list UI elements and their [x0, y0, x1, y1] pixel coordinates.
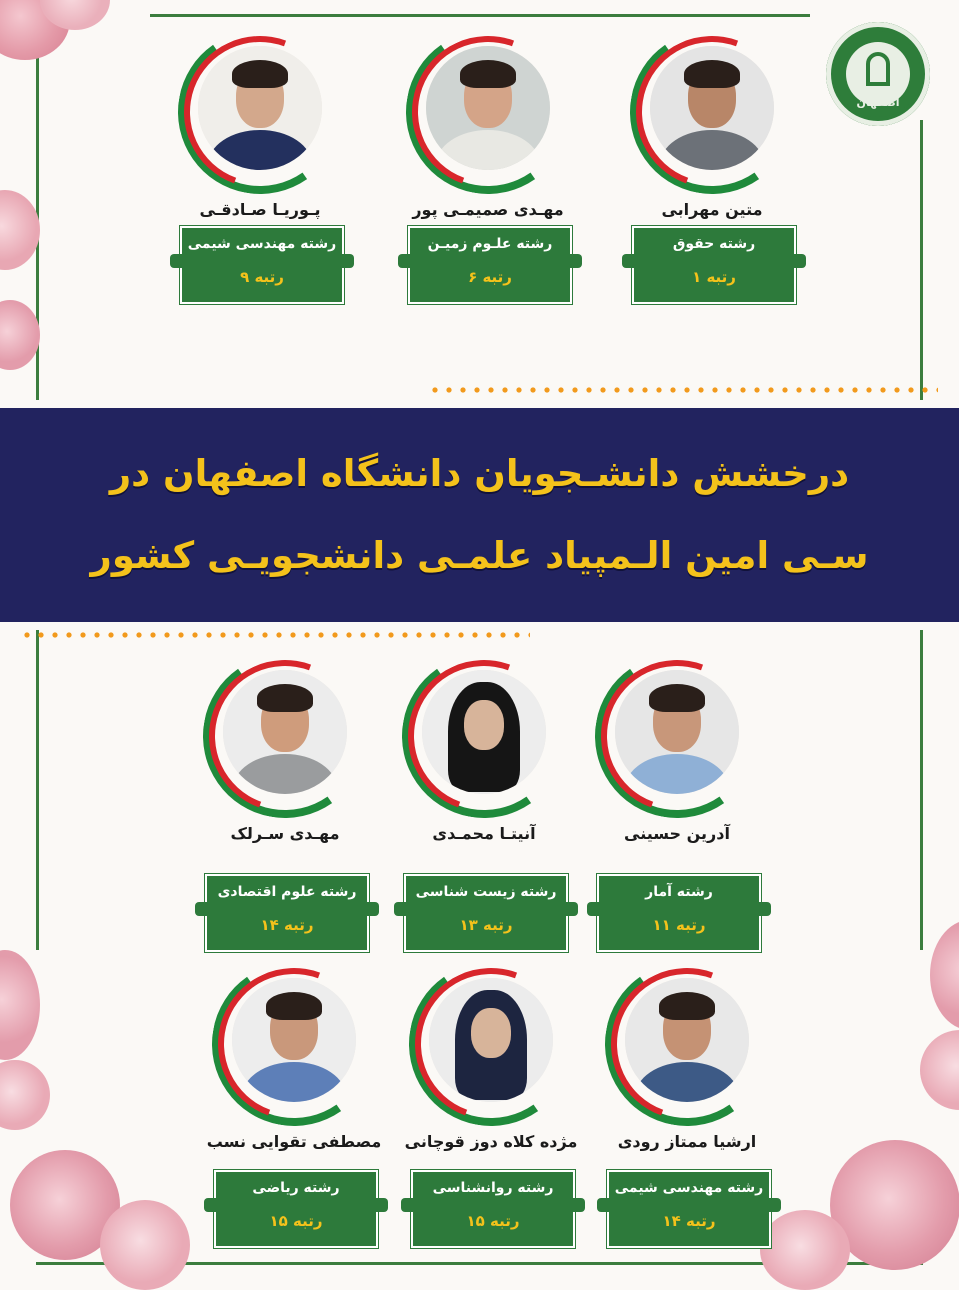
student-photo — [232, 978, 356, 1102]
student-rank: رتبه ۱۵ — [269, 1212, 323, 1230]
info-plate — [607, 1170, 771, 1248]
headline-line-1: درخشش دانشـجویان دانشگاه اصفهان در — [109, 452, 850, 495]
student-photo — [223, 670, 347, 794]
student-photo — [426, 46, 550, 170]
student-name: آدرین حسینی — [624, 824, 730, 843]
student-name: پـوریـا صـادقـی — [199, 200, 321, 219]
student-rank: رتبه ۱ — [692, 268, 736, 286]
student-name: ارشیا ممتاز رودی — [617, 1132, 757, 1151]
rose-decoration — [0, 950, 40, 1060]
info-plate — [205, 874, 369, 952]
student-field: رشته مهندسی شیمی — [187, 236, 337, 252]
rose-decoration — [0, 300, 40, 370]
student-field: رشته علـوم زمیـن — [427, 236, 553, 252]
student-rank: رتبه ۹ — [240, 268, 284, 286]
student-field: رشته زیست شناسی — [415, 884, 557, 900]
rose-decoration — [0, 190, 40, 270]
info-plate — [597, 874, 761, 952]
frame-line-top — [150, 14, 810, 17]
student-rank: رتبه ۱۳ — [459, 916, 513, 934]
info-plate — [411, 1170, 575, 1248]
frame-line-right-top — [920, 120, 923, 400]
info-plate — [180, 226, 344, 304]
frame-line-left-bottom — [36, 630, 39, 950]
student-name: مصطفی تقوایی نسب — [206, 1132, 382, 1151]
student-rank: رتبه ۱۱ — [652, 916, 706, 934]
student-photo — [625, 978, 749, 1102]
student-photo — [429, 978, 553, 1102]
headline-line-2: سـی امین الـمپیاد علمـی دانشجویـی کشور — [90, 534, 869, 577]
student-photo — [198, 46, 322, 170]
university-logo — [826, 22, 930, 126]
student-field: رشته آمار — [645, 884, 713, 900]
student-rank: رتبه ۶ — [468, 268, 512, 286]
rose-decoration — [930, 920, 959, 1030]
arch-icon — [866, 52, 890, 86]
student-rank: رتبه ۱۵ — [466, 1212, 520, 1230]
rose-decoration — [920, 1030, 959, 1110]
info-plate — [404, 874, 568, 952]
info-plate — [214, 1170, 378, 1248]
student-field: رشته حقوق — [672, 236, 756, 252]
rose-decoration — [760, 1210, 850, 1290]
dotted-divider-top — [428, 387, 938, 393]
info-plate — [408, 226, 572, 304]
student-field: رشته مهندسی شیمی — [614, 1180, 764, 1196]
logo-text: اصفهان — [856, 96, 900, 109]
rose-decoration — [0, 1060, 50, 1130]
student-field: رشته ریاضی — [252, 1180, 340, 1196]
student-name: مژده کلاه دوز قوچانی — [404, 1132, 578, 1151]
student-field: رشته روانشناسی — [432, 1180, 554, 1196]
student-name: مهـدی صمیمـی پور — [412, 200, 564, 219]
student-photo — [650, 46, 774, 170]
student-rank: رتبه ۱۴ — [260, 916, 314, 934]
student-photo — [422, 670, 546, 794]
rose-decoration — [100, 1200, 190, 1290]
student-rank: رتبه ۱۴ — [662, 1212, 716, 1230]
dotted-divider-bottom — [20, 632, 530, 638]
headline-banner — [0, 408, 959, 622]
info-plate — [632, 226, 796, 304]
student-name: مهـدی سـرلک — [230, 824, 340, 843]
student-photo — [615, 670, 739, 794]
student-field: رشته علوم اقتصادی — [217, 884, 357, 900]
frame-line-right-bottom — [920, 630, 923, 950]
student-name: آنیتـا محمـدی — [432, 824, 536, 843]
student-name: متین مهرابی — [661, 200, 763, 219]
